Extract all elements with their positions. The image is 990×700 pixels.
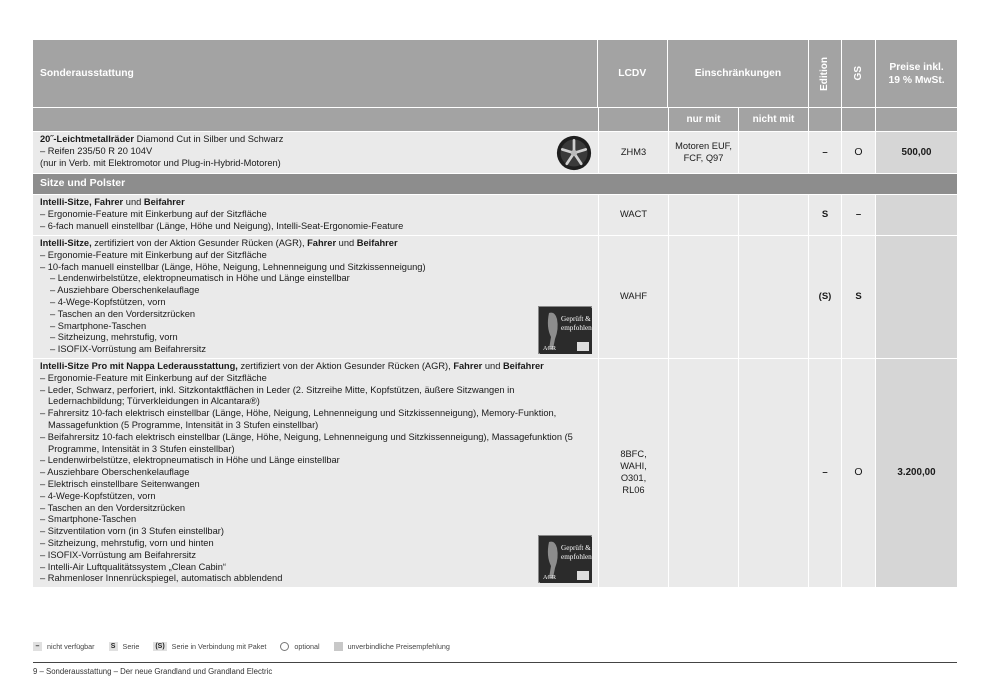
option-subline: – ISOFIX-Vorrüstung am Beifahrersitz	[50, 344, 207, 355]
legend-item: unverbindliche Preisempfehlung	[334, 642, 450, 651]
option-line: – Elektrisch einstellbare Seitenwangen	[40, 478, 200, 489]
option-title-rest: Diamond Cut in Silber und Schwarz	[134, 134, 284, 144]
badge-text-2: empfohlen	[561, 553, 592, 561]
table-header	[33, 40, 957, 108]
option-line: – 10-fach manuell einstellbar (Länge, Höhe, Neigung, Lehnenneigung und Sitzkissenneigung)	[40, 261, 426, 272]
option-line: – 6-fach manuell einstellbar (Länge, Höhe und Neigung), Intelli-Seat-Ergonomie-Feature	[40, 220, 404, 231]
table-row	[33, 132, 957, 174]
option-gs: O	[842, 359, 876, 587]
header-price	[876, 40, 957, 107]
agr-seal-icon	[539, 307, 593, 355]
wheel-icon	[556, 135, 592, 171]
option-line: – Smartphone-Taschen	[40, 514, 137, 525]
option-lcdv: 8BFC, WAHI, O301, RL06	[599, 359, 669, 587]
badge-text-1: Geprüft &	[561, 315, 591, 323]
header-edition	[809, 40, 842, 107]
header-gs	[842, 40, 876, 107]
option-line: – Fahrersitz 10-fach elektrisch einstellbar (Länge, Höhe, Neigung, Lehnenneigung und Sitzkissenneigung), Memory-Funktion, Massagefunktion (5 Programme, Intensität in 3 Stufen einstellbar)	[40, 408, 557, 430]
option-description: Intelli-Sitze, zertifiziert von der Aktion Gesunder Rücken (AGR), Fahrer und Beifahrer – Ergonomie-Feature mit Einkerbung auf der Sitzfläche – 10-fach manuell einstellbar (Länge, Höhe, Neigung, Lehnenneigung und Sitzkissenneigung) – Lendenwirbelstütze, elektropneumatisch in Höhe und Länge einstellbar – Ausziehbare Oberschenkelauflage – 4-Wege-Kopfstützen, vorn – Taschen an den Vordersitzrücken – Smartphone-Taschen – Sitzheizung, mehrstufig, vorn – ISOFIX-Vorrüstung am Beifahrersitz Geprüft & empfohlen AGR	[33, 236, 599, 358]
agr-seal-badge	[538, 306, 592, 354]
option-subline: – Smartphone-Taschen	[50, 320, 147, 331]
option-description	[33, 132, 599, 173]
options-table	[33, 40, 957, 588]
agr-seal-icon	[539, 536, 593, 584]
table-row	[33, 359, 957, 588]
legend-symbol: –	[33, 642, 42, 651]
option-subline: – 4-Wege-Kopfstützen, vorn	[50, 296, 166, 307]
header-gs-label: GS	[852, 66, 864, 81]
option-gs: O	[842, 132, 876, 173]
option-description: Intelli-Sitze, Fahrer und Beifahrer – Ergonomie-Feature mit Einkerbung auf der Sitzfläche – 6-fach manuell einstellbar (Länge, Höhe und Neigung), Intelli-Seat-Ergonomie-Feature	[33, 195, 599, 235]
option-only-with: Motoren EUF, FCF, Q97	[669, 132, 739, 173]
option-line: – Lendenwirbelstütze, elektropneumatisch in Höhe und Länge einstellbar	[40, 455, 340, 466]
option-gs: S	[842, 236, 876, 358]
section-title: Sitze und Polster	[33, 174, 957, 194]
option-title: 20˝-Leichtmetallräder	[40, 134, 135, 144]
legend	[33, 642, 464, 651]
subheader-not-with: nicht mit	[739, 108, 809, 131]
table-row	[33, 236, 957, 359]
table-subheader	[33, 108, 957, 132]
header-price-line1: Preise inkl.	[889, 61, 944, 73]
badge-agr: AGR	[543, 574, 557, 581]
header-price-line2: 19 % MwSt.	[888, 74, 945, 86]
section-header	[33, 174, 957, 195]
price-square-icon	[334, 642, 343, 651]
option-price: 500,00	[876, 132, 957, 173]
option-line: – Beifahrersitz 10-fach elektrisch einstellbar (Länge, Höhe, Neigung, Lehnenneigung und Sitzkissenneigung), Massagefunktion (5 Programme, Intensität in 3 Stufen einstellbar)	[40, 431, 573, 454]
header-option: Sonderausstattung	[33, 40, 598, 107]
option-price	[876, 195, 957, 235]
option-edition: –	[809, 132, 842, 173]
option-price	[876, 236, 957, 358]
legend-symbol: S	[109, 642, 118, 651]
option-line: (nur in Verb. mit Elektromotor und Plug-in-Hybrid-Motoren)	[40, 157, 281, 168]
option-price: 3.200,00	[876, 359, 957, 587]
option-lcdv: WAHF	[599, 236, 669, 358]
option-line: – Ergonomie-Feature mit Einkerbung auf der Sitzfläche	[40, 208, 267, 219]
legend-item: optional	[280, 642, 319, 651]
option-line: – Sitzheizung, mehrstufig, vorn und hinten	[40, 537, 214, 548]
option-line: – Reifen 235/50 R 20 104V	[40, 145, 153, 156]
legend-item: – nicht verfügbar	[33, 642, 95, 651]
option-subline: – Ausziehbare Oberschenkelauflage	[50, 285, 200, 296]
header-edition-label: Edition	[819, 56, 831, 91]
subheader-only-with: nur mit	[669, 108, 739, 131]
option-edition: –	[809, 359, 842, 587]
option-lcdv: WACT	[599, 195, 669, 235]
agr-seal-badge	[538, 535, 592, 583]
option-line: – ISOFIX-Vorrüstung am Beifahrersitz	[40, 549, 197, 560]
option-description: Intelli-Sitze Pro mit Nappa Lederausstattung, zertifiziert von der Aktion Gesunder Rücken (AGR), Fahrer und Beifahrer – Ergonomie-Feature mit Einkerbung auf der Sitzfläche – Leder, Schwarz, perforiert, inkl. Sitzkontaktflächen in Leder (2. Sitzreihe Mitte, Kopfstützen, äußere Sitzwangen in Ledernachbildung; Türverkleidungen in Alcantara®) – Fahrersitz 10-fach elektrisch einstellbar (Länge, Höhe, Neigung, Lehnenneigung und Sitzkissenneigung), Memory-Funktion, Massagefunktion (5 Programme, Intensität in 3 Stufen einstellbar) – Beifahrersitz 10-fach elektrisch einstellbar (Länge, Höhe, Neigung, Lehnenneigung und Sitzkissenneigung), Massagefunktion (5 Programme, Intensität in 3 Stufen einstellbar) – Lendenwirbelstütze, elektropneumatisch in Höhe und Länge einstellbar – Ausziehbare Oberschenkelauflage – Elektrisch einstellbare Seitenwangen – 4-Wege-Kopfstützen, vorn – Taschen an den Vordersitzrücken – Smartphone-Taschen – Sitzventilation vorn (in 3 Stufen einstellbar) – Sitzheizung, mehrstufig, vorn und hinten – ISOFIX-Vorrüstung am Beifahrersitz – Intelli-Air Luftqualitätssystem „Clean Cabin“ – Rahmenloser Innenrückspiegel, automatisch abblendend Geprüft & empfohlen AGR	[33, 359, 599, 587]
option-line: – Ergonomie-Feature mit Einkerbung auf der Sitzfläche	[40, 249, 267, 260]
footer-divider	[33, 662, 957, 663]
option-line: – Sitzventilation vorn (in 3 Stufen einstellbar)	[40, 526, 224, 537]
badge-text-1: Geprüft &	[561, 544, 591, 552]
option-line: – Taschen an den Vordersitzrücken	[40, 502, 186, 513]
header-lcdv: LCDV	[598, 40, 668, 107]
option-subline: – Taschen an den Vordersitzrücken	[50, 308, 196, 319]
legend-item: (S) Serie in Verbindung mit Paket	[155, 642, 267, 651]
option-lcdv: ZHM3	[599, 132, 669, 173]
option-subline: – Sitzheizung, mehrstufig, vorn	[50, 332, 178, 343]
option-line: – Ergonomie-Feature mit Einkerbung auf der Sitzfläche	[40, 372, 267, 383]
badge-text-2: empfohlen	[561, 324, 592, 332]
option-line: – Intelli-Air Luftqualitätssystem „Clean Cabin“	[40, 561, 227, 572]
option-edition: (S)	[809, 236, 842, 358]
option-gs: –	[842, 195, 876, 235]
option-not-with	[739, 132, 809, 173]
option-line: – Ausziehbare Oberschenkelauflage	[40, 467, 190, 478]
legend-symbol: (S)	[155, 643, 165, 650]
badge-agr: AGR	[543, 345, 557, 352]
legend-item: S Serie	[109, 642, 140, 651]
option-line: – Rahmenloser Innenrückspiegel, automatisch abblendend	[40, 573, 283, 584]
optional-circle-icon	[280, 642, 289, 651]
page-footer: 9 – Sonderausstattung – Der neue Grandland und Grandland Electric	[33, 667, 273, 676]
table-row	[33, 195, 957, 236]
header-restrictions: Einschränkungen	[668, 40, 810, 107]
option-line: – Leder, Schwarz, perforiert, inkl. Sitzkontaktflächen in Leder (2. Sitzreihe Mitte, Kopfstützen, äußere Sitzwangen in Ledernachbildung; Türverkleidungen in Alcantara®)	[40, 384, 515, 407]
option-subline: – Lendenwirbelstütze, elektropneumatisch in Höhe und Länge einstellbar	[50, 273, 350, 284]
option-edition: S	[809, 195, 842, 235]
option-line: – 4-Wege-Kopfstützen, vorn	[40, 490, 156, 501]
